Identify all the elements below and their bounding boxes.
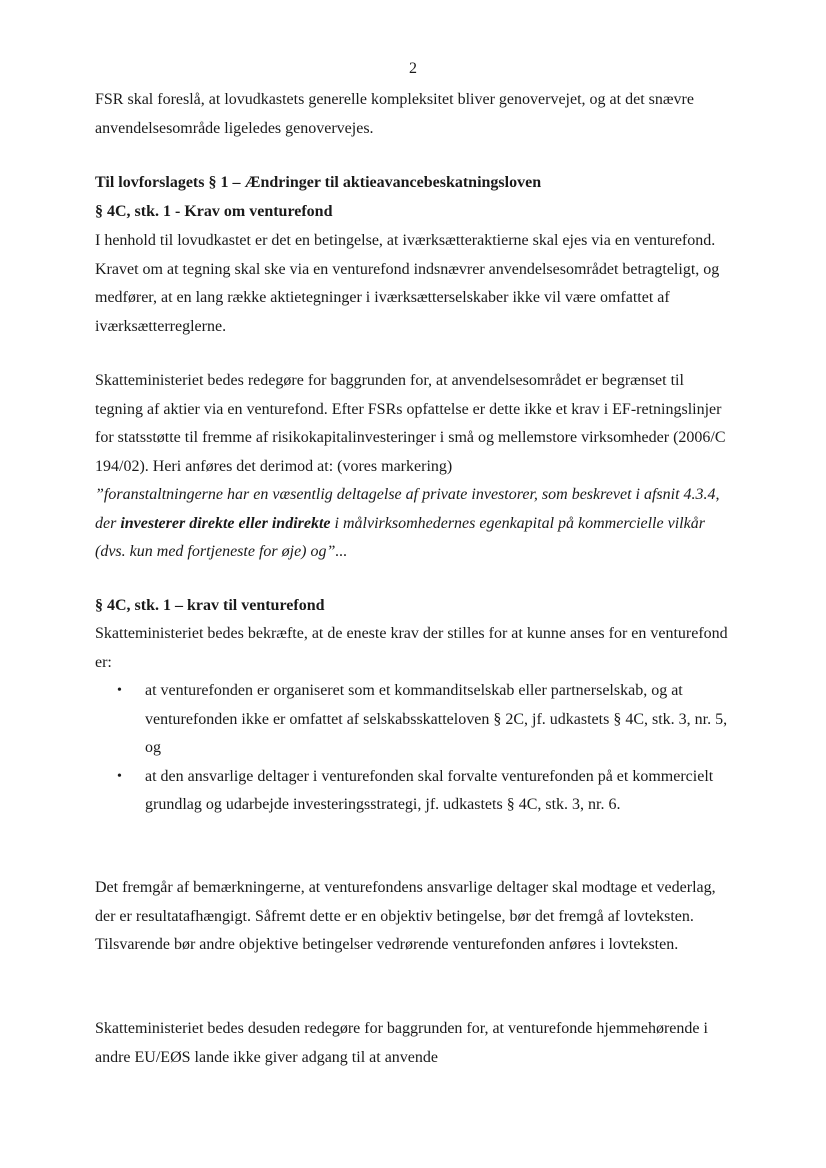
remuneration-paragraph: Det fremgår af bemærkningerne, at venturefondens ansvarlige deltager skal modtage et vederlag, der er resultatafhængigt. Såfremt dette er en objektiv betingelse, bør det fremgå af lovteksten. Tilsvarende bør andre objektive betingelser vedrørende venturefonden anføres i lovteksten. xyxy=(95,879,716,954)
eu-eos-paragraph: Skatteministeriet bedes desuden redegøre for baggrunden for, at venturefonde hjemmehørende i andre EU/EØS lande ikke giver adgang til at anvende xyxy=(95,1020,708,1066)
list-item-text: at venturefonden er organiseret som et kommanditselskab eller partnerselskab, og at venturefonden ikke er omfattet af selskabsskatteloven § 2C, jf. udkastets § 4C, stk. 3, nr. 5, og xyxy=(145,682,728,757)
confirm-requirements-paragraph: Skatteministeriet bedes bekræfte, at de eneste krav der stilles for at kunne anses for en venturefond er: xyxy=(95,625,728,671)
quote-text-start: ”foranstaltningerne har en væsentlig deltagelse af private investorer, som beskrevet i afsnit 4.3.4, der xyxy=(95,486,720,532)
list-item-text: at den ansvarlige deltager i venturefonden skal forvalte venturefonden på et kommercielt grundlag og udarbejde investeringsstrategi, jf. udkastets § 4C, stk. 3, nr. 6. xyxy=(145,767,714,814)
skatteministeriet-request-paragraph: Skatteministeriet bedes redegøre for baggrunden for, at anvendelsesområdet er begrænset til tegning af aktier via en venturefond. Efter FSRs opfattelse er dette ikke et krav i EF-retningslinjer for statsstøtte til fremme af risikokapitalinvesteringer i små og mellemstore virksomheder (2006/C 194/02). Heri anføres det derimod at: (vores markering) xyxy=(95,372,726,475)
requirements-list xyxy=(95,677,735,820)
quote-text-end: i målvirksomhedernes egenkapital på kommercielle vilkår (dvs. kun med fortjeneste for øje) og”... xyxy=(95,514,705,561)
section-heading: Til lovforslagets § 1 – Ændringer til aktieavancebeskatningsloven xyxy=(95,174,542,191)
list-item xyxy=(95,763,735,820)
list-item xyxy=(95,677,735,763)
page-number: 2 xyxy=(409,60,417,77)
quote-emphasis: investerer direkte eller indirekte xyxy=(120,514,331,532)
subsection-heading-krav-til-venturefond: § 4C, stk. 1 – krav til venturefond xyxy=(95,597,325,614)
bullet-icon: • xyxy=(117,768,122,784)
intro-paragraph: FSR skal foreslå, at lovudkastets generelle kompleksitet bliver genovervejet, og at det snævre anvendelsesområde ligeledes genovervejes. xyxy=(95,91,694,137)
venturefond-requirement-paragraph: I henhold til lovudkastet er det en betingelse, at iværksætteraktierne skal ejes via en venturefond. Kravet om at tegning skal ske via en venturefond indsnævrer anvendelsesområdet betragteligt, og medfører, at en lang række aktietegninger i iværksætterselskaber ikke vil være omfattet af iværksætterreglerne. xyxy=(95,232,720,335)
quote-paragraph xyxy=(95,481,735,567)
subsection-heading-krav-om-venturefond: § 4C, stk. 1 - Krav om venturefond xyxy=(95,203,333,220)
bullet-icon: • xyxy=(117,683,122,698)
